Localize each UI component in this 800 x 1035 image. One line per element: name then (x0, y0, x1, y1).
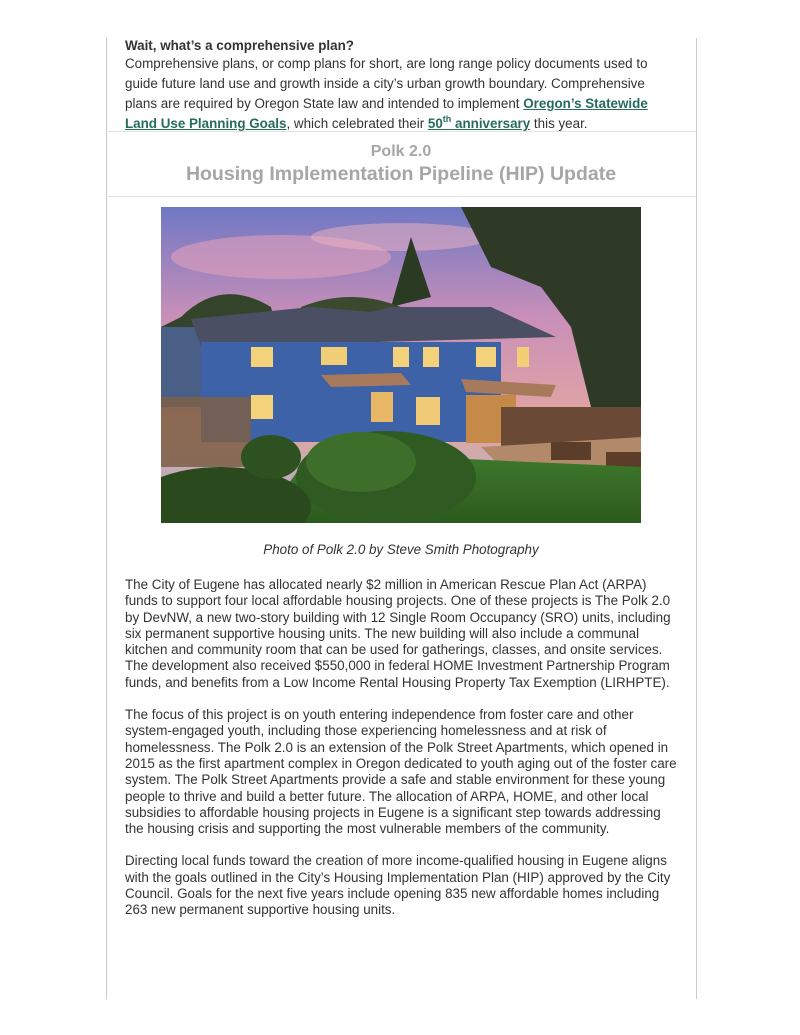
anniversary-text: anniversary (451, 116, 531, 132)
section-title: Polk 2.0 (370, 143, 432, 160)
intro-block (125, 38, 677, 134)
intro-heading: Wait, what’s a comprehensive plan? (125, 38, 354, 53)
anniversary-link[interactable] (428, 116, 530, 131)
photo-caption: Photo of Polk 2.0 by Steve Smith Photography (263, 542, 539, 557)
right-border (696, 38, 697, 999)
section-divider (106, 196, 696, 197)
section-subtitle: Housing Implementation Pipeline (HIP) Update (185, 163, 617, 185)
statewide-goals-link[interactable]: Oregon’s Statewide Land Use Planning Goals (125, 96, 648, 132)
body-paragraph: The City of Eugene has allocated nearly $2 million in American Rescue Plan Act (ARPA) funds to support four local affordable housing projects. One of these projects is The Polk 2.0 by DevNW, a new two-story building with 12 Single Room Occupancy (SRO) units, including six permanent supportive housing units. The new building will also include a communal kitchen and community room that can be used for gatherings, classes, and onsite services. The development also received $550,000 in federal HOME Investment Partnership Program funds, and benefits from a Low Income Rental Housing Property Tax Exemption (LIRHPTE). (125, 577, 671, 690)
intro-paragraph (125, 54, 677, 134)
article-body (125, 577, 677, 935)
anniversary-suffix: th (442, 114, 452, 125)
body-paragraph: The focus of this project is on youth entering independence from foster care and other system-engaged youth, including those experiencing homelessness and at risk of homelessness. The Polk 2.0 is an extension of the Polk Street Apartments, which opened in 2015 as the first apartment complex in Oregon dedicated to youth aging out of the foster care system. The Polk Street Apartments provide a safe and stable environment for these young people to thrive and build a better future. The allocation of ARPA, HOME, and other local subsidies to affordable housing projects in Eugene is a significant step towards addressing the housing crisis and supporting the most vulnerable members of the community. (125, 707, 677, 837)
body-paragraph: Directing local funds toward the creation of more income-qualified housing in Eugene aligns with the goals outlined in the City’s Housing Implementation Plan (HIP) approved by the City Council. Goals for the next five years include opening 835 new affordable homes including 263 new permanent supportive housing units. (125, 853, 671, 918)
anniversary-number: 50 (427, 116, 443, 132)
intro-text: , which celebrated their (286, 116, 428, 132)
intro-text: this year. (530, 116, 588, 132)
polk-photo (161, 207, 641, 523)
intro-text: Comprehensive plans, or comp plans for short, are long range policy documents used to guide future land use and growth inside a city’s urban growth boundary. Comprehensive plans are required by Oregon State law and intended to implement (125, 56, 648, 112)
